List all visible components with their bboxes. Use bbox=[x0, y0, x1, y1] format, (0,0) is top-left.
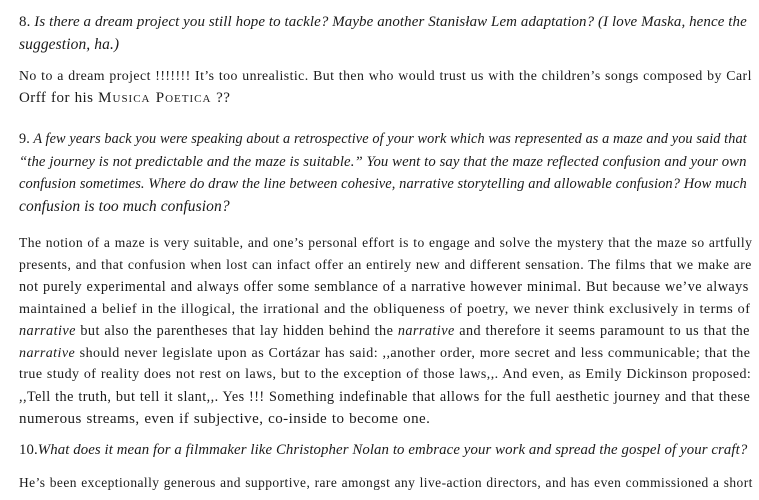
answer-9-line: true study of reality does not rest on laws, but to the exception of those laws,,. And even, as Emily Dickinson proposed: bbox=[19, 367, 752, 382]
answer-9 bbox=[19, 232, 753, 430]
question-8-line-1: Is there a dream project you still hope to tackle? Maybe another Stanisław Lem adaptation? (I love Maska, hence the bbox=[34, 14, 747, 30]
work-title: Musica Poetica bbox=[98, 90, 212, 106]
answer-9-line: maintained a belief in the illogical, the irrational and the obliqueness of poetry, we never think exclusively in terms of bbox=[19, 301, 751, 317]
question-9-line-2: “the journey is not predictable and the maze is suitable.” You went to say that the maze reflected confusion and your own bbox=[19, 153, 747, 170]
question-9-line-4: confusion is too much confusion? bbox=[19, 197, 230, 215]
question-9-line-3: confusion sometimes. Where do draw the line between cohesive, narrative storytelling and allowable confusion? How much bbox=[19, 176, 747, 192]
answer-8-line-2-pre: Orff for his bbox=[19, 90, 99, 106]
answer-9-text: and therefore it seems paramount to us that the bbox=[454, 323, 750, 339]
answer-10-line-1: He’s been exceptionally generous and supportive, rare amongst any live-action directors, and has even commissioned a short bbox=[19, 475, 753, 490]
question-10 bbox=[19, 439, 747, 462]
question-number: 10. bbox=[19, 442, 38, 458]
question-number: 9. bbox=[19, 131, 30, 147]
question-8-line-2: suggestion, ha.) bbox=[19, 35, 120, 53]
answer-9-text: but also the parentheses that lay hidden behind the bbox=[75, 323, 398, 339]
answer-10 bbox=[19, 472, 753, 494]
answer-8-line-2-post: ?? bbox=[211, 90, 231, 106]
answer-9-line: presents, and that confusion when lost can infact offer an entirely new and different sensation. The films that we make are bbox=[19, 257, 752, 272]
emphasis-narrative: narrative bbox=[397, 323, 455, 339]
question-10-text: What does it mean for a filmmaker like Christopher Nolan to embrace your work and spread the gospel of your craft? bbox=[37, 442, 748, 458]
answer-9-line: not purely experimental and always offer some semblance of a narrative however minimal. But because we’ve always bbox=[19, 279, 749, 295]
emphasis-narrative: narrative bbox=[19, 345, 76, 361]
question-8 bbox=[19, 11, 747, 56]
emphasis-narrative: narrative bbox=[19, 323, 76, 339]
answer-9-line: ,,Tell the truth, but tell it slant,,. Yes !!! Something indefinable that allows for the full aesthetic journey and that these bbox=[19, 389, 751, 405]
question-number: 8. bbox=[19, 14, 31, 30]
answer-9-line: The notion of a maze is very suitable, and one’s personal effort is to engage and solve the mystery that the maze so artfully bbox=[19, 235, 753, 250]
answer-9-text: should never legislate upon as Cortázar has said: ,,another order, more secret and less communicable; that the bbox=[75, 345, 751, 361]
answer-8 bbox=[19, 65, 752, 109]
question-9-line-1: A few years back you were speaking about a retrospective of your work which was represented as a maze and you said that bbox=[33, 131, 747, 147]
answer-8-line-1: No to a dream project !!!!!!! It’s too unrealistic. But then who would trust us with the children’s songs composed by Carl bbox=[19, 68, 752, 83]
answer-9-line: numerous streams, even if subjective, co-inside to become one. bbox=[19, 411, 431, 427]
question-9 bbox=[19, 128, 747, 218]
